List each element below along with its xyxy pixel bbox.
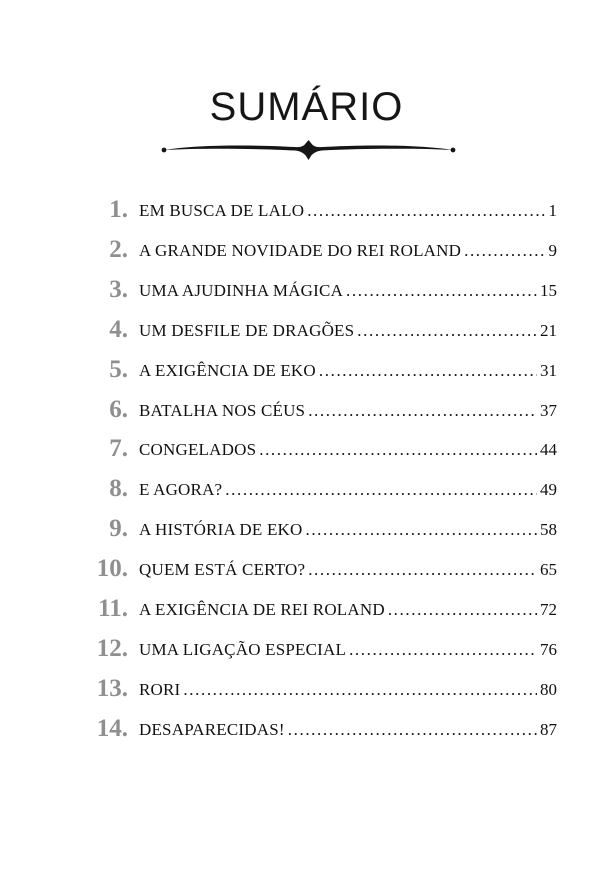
toc-entry bbox=[0, 513, 613, 553]
toc-entry bbox=[0, 713, 613, 753]
dot-leader bbox=[349, 636, 537, 664]
chapter-page-number: 49 bbox=[540, 480, 557, 500]
chapter-line bbox=[139, 596, 557, 624]
chapter-number: 14. bbox=[96, 714, 128, 742]
chapter-title: E AGORA? bbox=[139, 480, 223, 500]
dot-leader bbox=[307, 197, 545, 225]
chapter-title: UM DESFILE DE DRAGÕES bbox=[139, 320, 355, 340]
dot-leader bbox=[346, 277, 537, 305]
chapter-line bbox=[139, 636, 557, 664]
chapter-number: 7. bbox=[109, 435, 128, 463]
chapter-number: 3. bbox=[109, 275, 128, 303]
toc-entry bbox=[0, 673, 613, 713]
toc-entry bbox=[0, 433, 613, 473]
toc-entry bbox=[0, 593, 613, 633]
chapter-number: 8. bbox=[109, 475, 128, 503]
toc-entry bbox=[0, 354, 613, 394]
ornament-divider-icon bbox=[160, 136, 457, 164]
dot-leader bbox=[388, 596, 537, 624]
chapter-page-number: 44 bbox=[540, 440, 557, 460]
chapter-title: UMA LIGAÇÃO ESPECIAL bbox=[139, 639, 347, 659]
chapter-line bbox=[139, 436, 557, 464]
toc-entry bbox=[0, 194, 613, 234]
chapter-number: 10. bbox=[96, 555, 128, 583]
chapter-line bbox=[139, 476, 557, 504]
dot-leader bbox=[305, 516, 537, 544]
chapter-title: UMA AJUDINHA MÁGICA bbox=[139, 280, 344, 300]
chapter-title: CONGELADOS bbox=[139, 440, 257, 460]
chapter-line bbox=[139, 676, 557, 704]
toc-entry bbox=[0, 274, 613, 314]
dot-leader bbox=[357, 317, 537, 345]
chapter-page-number: 87 bbox=[540, 719, 557, 739]
dot-leader bbox=[308, 556, 537, 584]
chapter-page-number: 58 bbox=[540, 520, 557, 540]
chapter-number: 1. bbox=[109, 196, 128, 223]
chapter-number: 12. bbox=[96, 634, 128, 662]
chapter-number: 9. bbox=[109, 515, 128, 543]
dot-leader bbox=[225, 476, 537, 504]
toc-entry bbox=[0, 633, 613, 673]
chapter-page-number: 31 bbox=[540, 360, 557, 380]
chapter-title: A EXIGÊNCIA DE REI ROLAND bbox=[139, 600, 385, 619]
chapter-page-number: 65 bbox=[540, 560, 557, 580]
chapter-page-number: 72 bbox=[540, 600, 557, 619]
chapter-number: 6. bbox=[109, 395, 128, 423]
dot-leader bbox=[288, 716, 537, 744]
chapter-line bbox=[139, 397, 557, 425]
chapter-title: A GRANDE NOVIDADE DO REI ROLAND bbox=[139, 240, 462, 260]
chapter-number: 11. bbox=[98, 595, 128, 622]
dot-leader bbox=[319, 357, 537, 385]
dot-leader bbox=[464, 237, 545, 265]
chapter-title: EM BUSCA DE LALO bbox=[139, 201, 305, 220]
page-title: SUMÁRIO bbox=[209, 85, 404, 129]
chapter-page-number: 15 bbox=[540, 280, 557, 300]
chapter-line bbox=[139, 357, 557, 385]
chapter-number: 4. bbox=[109, 315, 128, 343]
chapter-line bbox=[139, 237, 557, 265]
chapter-page-number: 1 bbox=[548, 201, 557, 220]
chapter-title: DESAPARECIDAS! bbox=[139, 719, 285, 739]
toc-entry bbox=[0, 394, 613, 434]
chapter-line bbox=[139, 716, 557, 744]
dot-leader bbox=[259, 436, 537, 464]
chapter-title: RORI bbox=[139, 679, 181, 699]
chapter-line bbox=[139, 556, 557, 584]
toc-entry bbox=[0, 473, 613, 513]
chapter-title: A HISTÓRIA DE EKO bbox=[139, 520, 303, 540]
chapter-number: 2. bbox=[109, 235, 128, 263]
dot-leader bbox=[183, 676, 537, 704]
chapter-line bbox=[139, 317, 557, 345]
chapter-page-number: 76 bbox=[540, 639, 557, 659]
dot-leader bbox=[308, 397, 537, 425]
chapter-title: QUEM ESTÁ CERTO? bbox=[139, 560, 306, 580]
chapter-line bbox=[139, 277, 557, 305]
chapter-title: BATALHA NOS CÉUS bbox=[139, 400, 306, 420]
chapter-number: 5. bbox=[109, 355, 128, 383]
chapter-number: 13. bbox=[96, 674, 128, 702]
chapter-page-number: 80 bbox=[540, 679, 557, 699]
chapter-title: A EXIGÊNCIA DE EKO bbox=[139, 360, 316, 380]
toc-entry bbox=[0, 314, 613, 354]
chapter-page-number: 9 bbox=[548, 240, 557, 260]
chapter-page-number: 37 bbox=[540, 400, 557, 420]
chapter-line bbox=[139, 516, 557, 544]
toc-entry bbox=[0, 234, 613, 274]
toc-entry bbox=[0, 553, 613, 593]
chapter-page-number: 21 bbox=[540, 320, 557, 340]
chapter-line bbox=[139, 197, 557, 225]
